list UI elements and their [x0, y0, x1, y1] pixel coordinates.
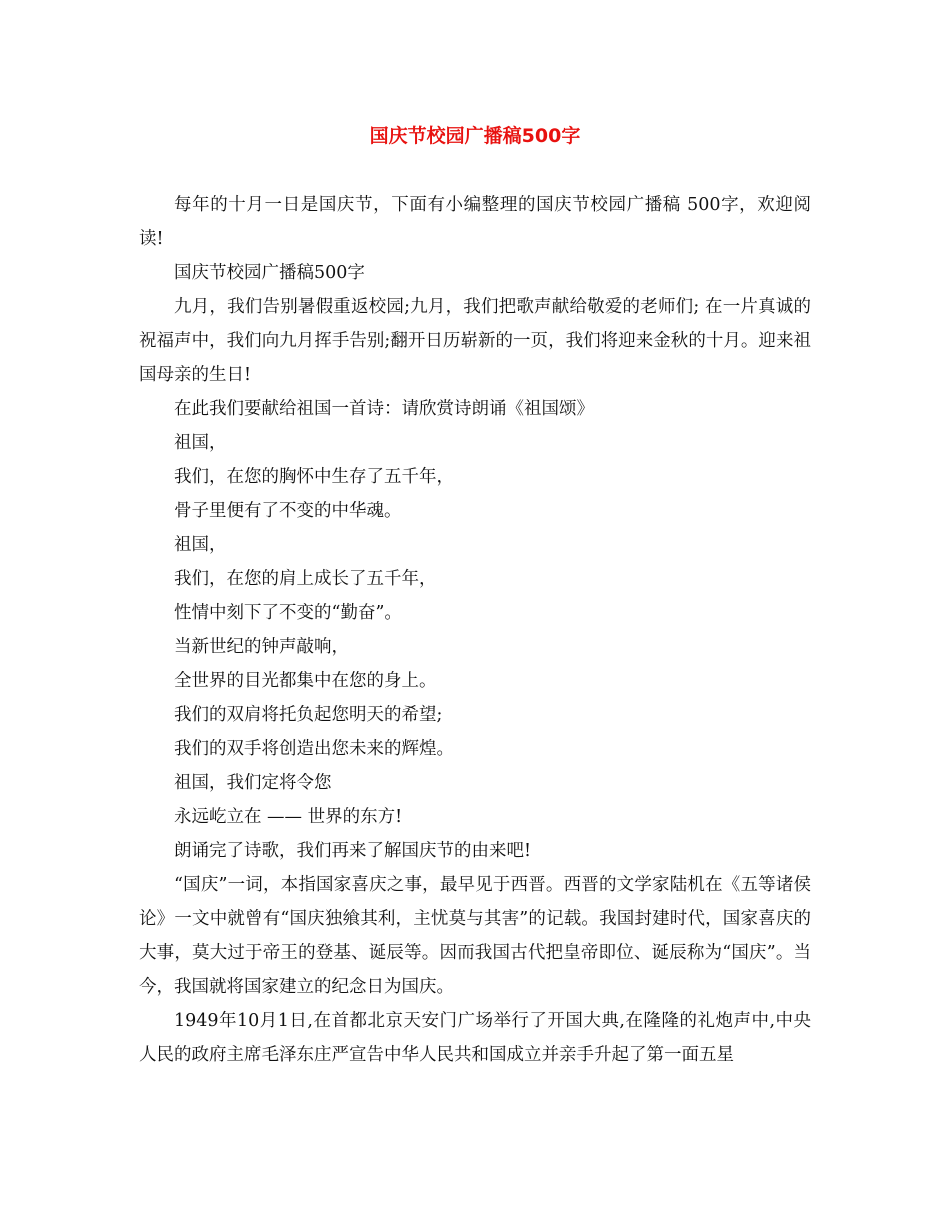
paragraph-transition: 朗诵完了诗歌，我们再来了解国庆节的由来吧! [174, 841, 532, 861]
document-title: 国庆节校园广播稿500字 [369, 125, 581, 147]
poem-line: 我们，在您的胸怀中生存了五千年， [174, 467, 454, 487]
poem-line: 我们的双肩将托负起您明天的希望; [174, 705, 443, 725]
poem-line: 全世界的目光都集中在您的身上。 [174, 671, 437, 691]
paragraph-subtitle: 国庆节校园广播稿500字 [174, 263, 365, 283]
poem-line: 当新世纪的钟声敲响， [174, 637, 349, 657]
paragraph-september: 九月，我们告别暑假重返校园;九月，我们把歌声献给敬爱的老师们; 在一片真诚的祝福声中，我们向九月挥手告别;翻开日历崭新的一页，我们将迎来金秋的十月。迎来祖国母亲的生日! [139, 297, 811, 385]
poem-line: 永远屹立在 —— 世界的东方! [174, 807, 403, 827]
poem-line: 祖国， [174, 433, 227, 453]
poem-line: 性情中刻下了不变的“勤奋”。 [174, 603, 402, 623]
paragraph-poem-intro: 在此我们要献给祖国一首诗：请欣赏诗朗诵《祖国颂》 [174, 399, 594, 419]
poem-line: 骨子里便有了不变的中华魂。 [174, 501, 402, 521]
paragraph-1949: 1949年10月1日,在首都北京天安门广场举行了开国大典,在隆隆的礼炮声中,中央人民的政府主席毛泽东庄严宣告中华人民共和国成立并亲手升起了第一面五星 [139, 1011, 811, 1065]
poem-line: 祖国，我们定将令您 [174, 773, 332, 793]
poem-line: 我们，在您的肩上成长了五千年， [174, 569, 437, 589]
poem-line: 我们的双手将创造出您未来的辉煌。 [174, 739, 454, 759]
poem-line: 祖国， [174, 535, 227, 555]
document-body [139, 188, 811, 1072]
paragraph-origin: “国庆”一词，本指国家喜庆之事，最早见于西晋。西晋的文学家陆机在《五等诸侯论》一文中就曾有“国庆独飨其利，主忧莫与其害”的记载。我国封建时代，国家喜庆的大事，莫大过于帝王的登基、诞辰等。因而我国古代把皇帝即位、诞辰称为“国庆”。当今，我国就将国家建立的纪念日为国庆。 [139, 875, 811, 997]
paragraph-intro: 每年的十月一日是国庆节，下面有小编整理的国庆节校园广播稿 500字，欢迎阅读! [139, 195, 811, 249]
